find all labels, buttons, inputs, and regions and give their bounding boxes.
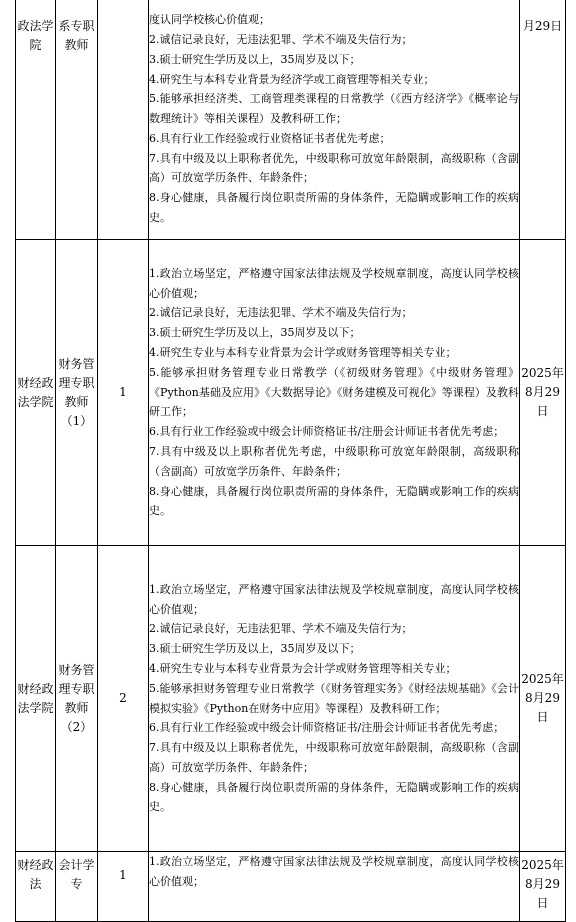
requirement-item: 3.硕士研究生学历及以上，35周岁及以下；	[149, 326, 361, 340]
count-cell	[98, 0, 149, 240]
requirements-cell	[149, 852, 520, 922]
requirement-item: 8.身心健康，具备履行岗位职责所需的身体条件，无隐瞒或影响工作的疾病史。	[149, 484, 519, 518]
requirement-item: 7.具有中级及以上职称者优先考虑，中级职称可放宽年龄限制，高级职称（含副高）可放宽学历条件、年龄条件；	[149, 444, 519, 478]
count-text: 1	[119, 385, 127, 399]
requirement-item: 度认同学校核心价值观；	[149, 13, 270, 27]
department-cell	[16, 240, 56, 546]
requirement-item: 1.政治立场坚定，严格遵守国家法律法规及学校规章制度，高度认同学校核心价值观；	[149, 855, 519, 888]
requirements-cell	[149, 0, 520, 240]
date-text: 2025年8月29日	[521, 672, 564, 724]
requirement-item: 3.硕士研究生学历及以上，35周岁及以下；	[149, 52, 361, 66]
position-cell	[56, 852, 98, 922]
requirement-item: 5.能够承担经济类、工商管理类课程的日常教学（《西方经济学》《概率论与数理统计》等相关课程）及教科研工作；	[149, 92, 519, 126]
count-cell	[98, 240, 149, 546]
department-cell	[16, 0, 56, 240]
department-cell	[16, 852, 56, 922]
position-cell	[56, 0, 98, 240]
requirement-item: 4.研究生与本科专业背景为经济学或工商管理等相关专业；	[149, 72, 435, 86]
count-cell	[98, 546, 149, 852]
table-body	[16, 0, 566, 922]
position-cell	[56, 546, 98, 852]
requirement-item: 8.身心健康，具备履行岗位职责所需的身体条件，无隐瞒或影响工作的疾病史。	[149, 780, 519, 814]
department-text: 政法学院	[17, 19, 54, 52]
recruitment-table	[15, 0, 566, 922]
date-text: 2025年8月29日	[521, 366, 564, 418]
date-cell	[520, 240, 566, 546]
date-cell	[520, 546, 566, 852]
requirement-item: 2.诚信记录良好，无违法犯罪、学术不端及失信行为；	[149, 32, 413, 46]
table-row	[16, 0, 566, 240]
position-cell	[56, 240, 98, 546]
requirement-item: 7.具有中级及以上职称者优先，中级职称可放宽年龄限制，高级职称（含副高）可放宽学历条件、年龄条件；	[149, 151, 519, 185]
date-text: 月29日	[522, 19, 563, 33]
requirements-cell	[149, 240, 520, 546]
requirement-item: 3.硕士研究生学历及以上，35周岁及以下；	[149, 642, 361, 656]
requirement-item: 6.具有行业工作经验或中级会计师资格证书/注册会计师证书者优先考虑；	[149, 721, 505, 735]
requirement-item: 6.具有行业工作经验或行业资格证书者优先考虑；	[149, 131, 391, 145]
count-text: 2	[119, 691, 127, 705]
requirement-item: 5.能够承担财务管理专业日常教学（《财务管理实务》《财经法规基础》《会计模拟实验》《Python在财务中应用》等课程）及教科研工作；	[149, 681, 519, 715]
requirement-item: 8.身心健康，具备履行岗位职责所需的身体条件，无隐瞒或影响工作的疾病史。	[149, 191, 519, 225]
department-text: 财经政法学院	[17, 375, 54, 409]
count-text: 1	[119, 868, 127, 882]
department-text: 财经政法学院	[17, 681, 54, 715]
date-cell	[520, 852, 566, 922]
position-text: 财务管理专职教师（1）	[58, 356, 95, 428]
table-row	[16, 240, 566, 546]
requirement-item: 7.具有中级及以上职称者优先，中级职称可放宽年龄限制，高级职称（含副高）可放宽学历条件、年龄条件；	[149, 741, 519, 774]
requirement-item: 1.政治立场坚定，严格遵守国家法律法规及学校规章制度，高度认同学校核心价值观；	[149, 266, 519, 300]
position-text: 系专职教师	[58, 19, 95, 52]
position-text: 财务管理专职教师（2）	[58, 662, 95, 734]
requirements-cell	[149, 546, 520, 852]
table-row	[16, 546, 566, 852]
department-text: 财经政法	[17, 858, 54, 891]
requirement-item: 1.政治立场坚定，严格遵守国家法律法规及学校规章制度，高度认同学校核心价值观；	[149, 582, 519, 616]
requirement-item: 6.具有行业工作经验或中级会计师资格证书/注册会计师证书者优先考虑；	[149, 425, 505, 439]
position-text: 会计学专	[58, 858, 95, 891]
count-cell	[98, 852, 149, 922]
date-text: 2025年8月29日	[521, 858, 564, 910]
date-cell	[520, 0, 566, 240]
requirement-item: 4.研究生专业与本科专业背景为会计学或财务管理等相关专业；	[149, 346, 457, 359]
table-row	[16, 852, 566, 922]
requirement-item: 5.能够承担财务管理专业日常教学（《初级财务管理》《中级财务管理》《Python基础及应用》《大数据导论》《财务建模及可视化》等课程）及教科研工作；	[149, 365, 519, 419]
requirement-item: 4.研究生专业与本科专业背景为会计学或财务管理等相关专业；	[149, 661, 457, 675]
requirement-item: 2.诚信记录良好，无违法犯罪、学术不端及失信行为；	[149, 622, 413, 636]
department-cell	[16, 546, 56, 852]
requirement-item: 2.诚信记录良好，无违法犯罪、学术不端及失信行为；	[149, 306, 413, 320]
